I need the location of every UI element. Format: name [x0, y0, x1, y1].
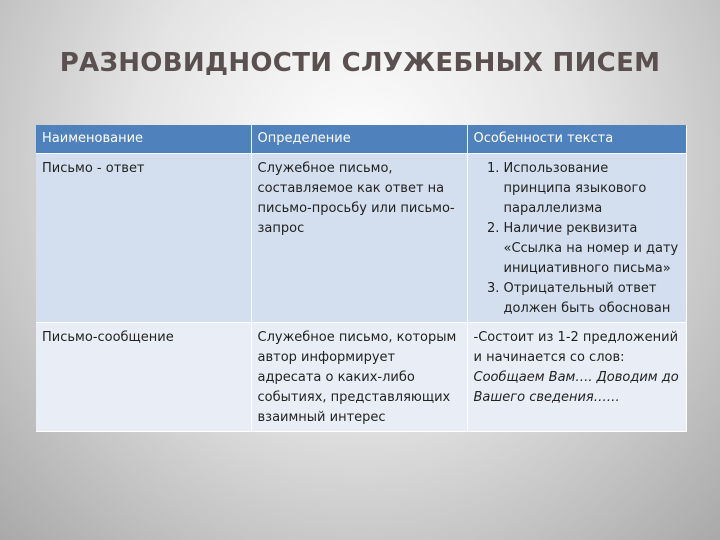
page-title: РАЗНОВИДНОСТИ СЛУЖЕБНЫХ ПИСЕМ	[59, 48, 661, 78]
header-definition: Определение	[251, 125, 467, 154]
table-header-row	[36, 125, 686, 154]
cell-definition: Служебное письмо, составляемое как ответ на письмо-просьбу или письмо-запрос	[251, 154, 467, 323]
cell-name: Письмо-сообщение	[36, 323, 251, 432]
list-item: 2. Наличие реквизита «Ссылка на номер и дату инициативного письма»	[504, 219, 680, 279]
cell-definition: Служебное письмо, которым автор информирует адресата о каких-либо событиях, представляющих взаимный интерес	[251, 323, 467, 432]
table-row	[36, 154, 686, 323]
list-item: 3. Отрицательный ответ должен быть обоснован	[504, 279, 680, 319]
header-name: Наименование	[36, 125, 251, 154]
cell-name: Письмо - ответ	[36, 154, 251, 323]
features-example: Доводим до Вашего сведения……	[473, 370, 679, 405]
table-row	[36, 323, 686, 432]
features-example: Сообщаем Вам….	[473, 370, 593, 385]
features-text: -Состоит из 1-2 предложений и начинается со слов:	[473, 330, 679, 365]
header-features: Особенности текста	[467, 125, 686, 154]
features-list	[474, 159, 680, 319]
letters-table	[36, 125, 687, 432]
cell-features	[467, 154, 686, 323]
list-item: 1. Использование принципа языкового параллелизма	[504, 159, 680, 219]
cell-features	[467, 323, 686, 432]
